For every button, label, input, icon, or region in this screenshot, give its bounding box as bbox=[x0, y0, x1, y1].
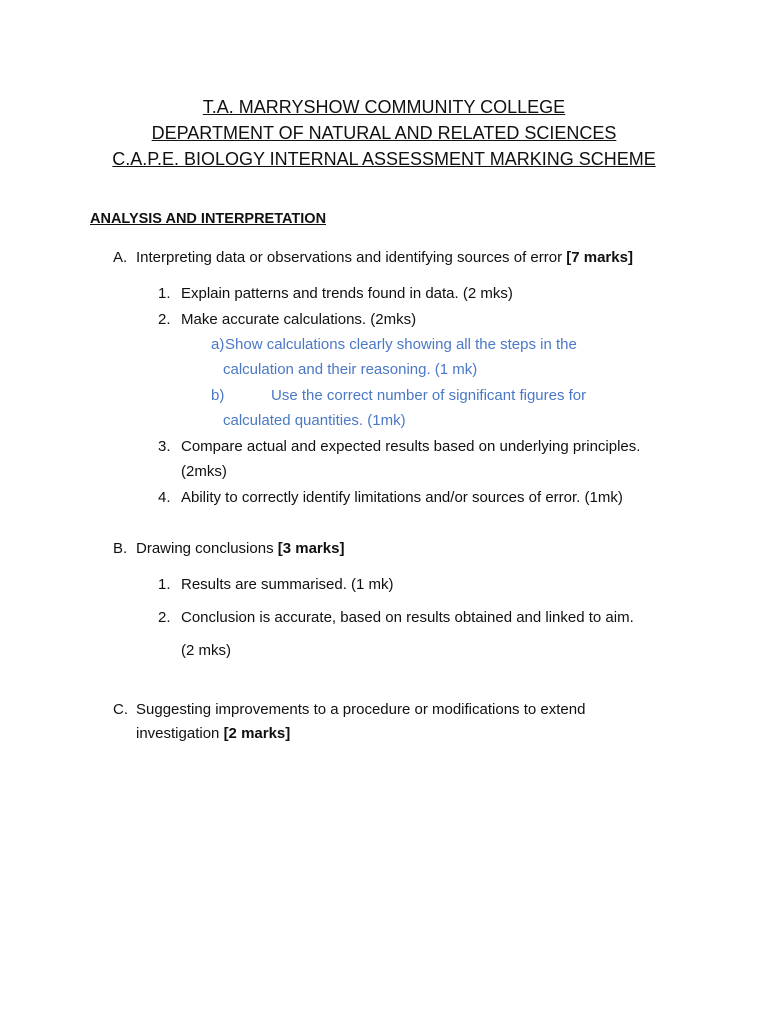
subitem-a-label: a) bbox=[211, 336, 225, 353]
part-b-item-1-text: Results are summarised. (1 mk) bbox=[181, 576, 394, 593]
subitem-b-line2: calculated quantities. (1mk) bbox=[223, 412, 406, 429]
scheme-title: C.A.P.E. BIOLOGY INTERNAL ASSESSMENT MARKING SCHEME bbox=[112, 149, 656, 169]
subitem-a-line2: calculation and their reasoning. (1 mk) bbox=[223, 361, 478, 378]
part-b-marks: [3 marks] bbox=[277, 540, 345, 557]
document-header bbox=[0, 94, 768, 172]
part-a-item-2-text: Make accurate calculations. (2mks) bbox=[181, 311, 417, 328]
part-a-text: Interpreting data or observations and identifying sources of error bbox=[136, 249, 563, 266]
part-a-item-4-text: Ability to correctly identify limitations and/or sources of error. (1mk) bbox=[181, 489, 623, 506]
part-b-item-2-line1: Conclusion is accurate, based on results obtained and linked to aim. bbox=[181, 609, 634, 626]
part-a-item-1-text: Explain patterns and trends found in data. (2 mks) bbox=[181, 285, 513, 302]
part-a-item-3-num: 3. bbox=[158, 438, 171, 455]
part-b-heading bbox=[136, 539, 344, 559]
section-title: ANALYSIS AND INTERPRETATION bbox=[90, 211, 327, 227]
department-name: DEPARTMENT OF NATURAL AND RELATED SCIENCES bbox=[151, 123, 617, 143]
part-c-line2 bbox=[136, 724, 290, 744]
part-a-marks: [7 marks] bbox=[566, 249, 633, 266]
part-c-letter: C. bbox=[113, 701, 128, 718]
part-b-item-2-num: 2. bbox=[158, 609, 171, 626]
part-b-letter: B. bbox=[113, 540, 128, 557]
part-a-letter: A. bbox=[113, 249, 128, 266]
college-name: T.A. MARRYSHOW COMMUNITY COLLEGE bbox=[202, 97, 566, 117]
part-c-text: investigation bbox=[136, 725, 220, 742]
part-a-item-2-num: 2. bbox=[158, 311, 171, 328]
part-a-item-1-num: 1. bbox=[158, 285, 171, 302]
part-a-item-3-line2: (2mks) bbox=[181, 463, 227, 480]
subitem-b-label: b) bbox=[211, 387, 225, 404]
subitem-b-line1: Use the correct number of significant figures for bbox=[271, 387, 587, 404]
part-a-item-3-line1: Compare actual and expected results based on underlying principles. bbox=[181, 438, 641, 455]
part-a-heading bbox=[136, 248, 633, 268]
part-b-item-1-num: 1. bbox=[158, 576, 171, 593]
subitem-a-line1: Show calculations clearly showing all the steps in the bbox=[225, 336, 577, 353]
part-c-line1: Suggesting improvements to a procedure or modifications to extend bbox=[136, 701, 586, 718]
part-c-marks: [2 marks] bbox=[223, 725, 291, 742]
part-a-item-4-num: 4. bbox=[158, 489, 171, 506]
part-b-item-2-line2: (2 mks) bbox=[181, 642, 231, 659]
part-b-text: Drawing conclusions bbox=[136, 540, 274, 557]
